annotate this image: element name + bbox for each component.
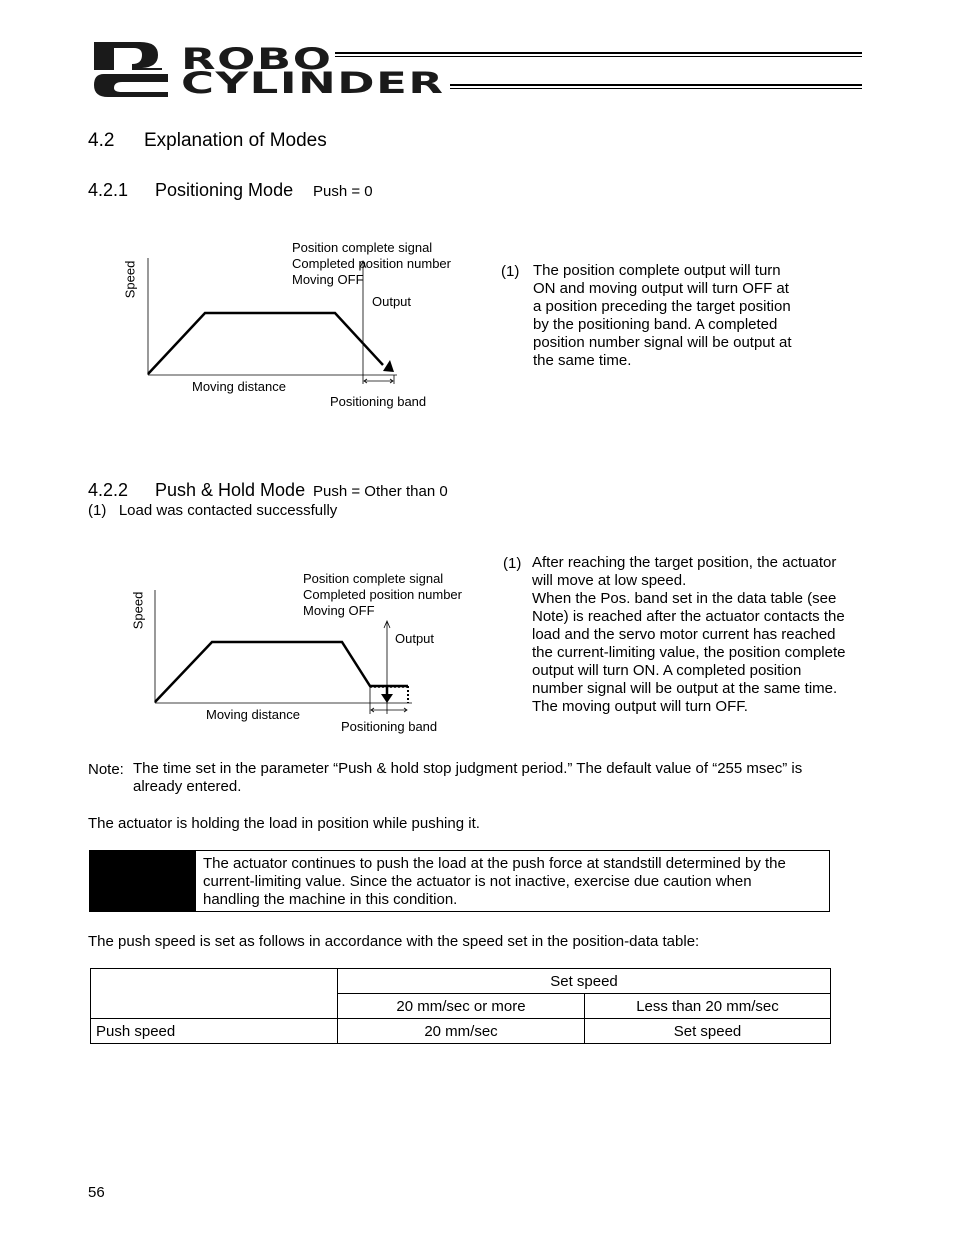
band-label: Positioning band bbox=[341, 719, 438, 734]
rc-logo-icon bbox=[92, 40, 172, 98]
speed-axis-label: Speed bbox=[122, 260, 138, 299]
explanation-line: The moving output will turn OFF. bbox=[532, 698, 748, 715]
speed-axis-label: Speed bbox=[130, 591, 146, 630]
explanation-num-2: (1) bbox=[503, 555, 522, 572]
output-label: Output bbox=[372, 294, 412, 309]
explanation-line: load and the servo motor current has reached bbox=[532, 626, 836, 643]
explanation-line: The position complete output will turn bbox=[533, 262, 781, 279]
signal-line-2: Completed position number bbox=[292, 256, 451, 271]
table-row bbox=[91, 1019, 831, 1044]
explanation-text-2 bbox=[532, 554, 846, 716]
note-line: already entered. bbox=[133, 778, 242, 795]
set-speed-header: Set speed bbox=[338, 969, 831, 994]
header-rule-bottom-2 bbox=[450, 88, 862, 89]
explanation-line: ON and moving output will turn OFF at bbox=[533, 280, 789, 297]
note-text bbox=[133, 760, 802, 796]
target-arrowhead bbox=[383, 360, 394, 372]
x-axis-label: Moving distance bbox=[192, 379, 286, 394]
note-label: Note: bbox=[88, 761, 124, 778]
subsection-number-422: 4.2.2 bbox=[88, 480, 129, 500]
signal-line-1: Position complete signal bbox=[292, 240, 433, 255]
section-number: 4.2 bbox=[88, 130, 115, 151]
logo bbox=[92, 40, 172, 98]
table-cell: Set speed bbox=[585, 1019, 831, 1044]
subsection-number-421: 4.2.1 bbox=[88, 180, 129, 200]
section-title: Explanation of Modes bbox=[144, 130, 327, 151]
push-note-422: Push = Other than 0 bbox=[313, 483, 448, 500]
table-row bbox=[91, 969, 831, 994]
explanation-line: will move at low speed. bbox=[532, 572, 687, 589]
column-header: 20 mm/sec or more bbox=[338, 994, 585, 1019]
explanation-line: the current-limiting value, the position complete bbox=[532, 644, 846, 661]
caution-label-block bbox=[90, 851, 196, 911]
signal-line-3: Moving OFF bbox=[292, 272, 364, 287]
push-hold-diagram bbox=[125, 570, 485, 740]
signal-line-2: Completed position number bbox=[303, 587, 462, 602]
explanation-line: Note) is reached after the actuator contacts the bbox=[532, 608, 845, 625]
subcase-label: (1) Load was contacted successfully bbox=[88, 502, 338, 519]
explanation-line: the same time. bbox=[533, 352, 632, 369]
explanation-line: output will turn ON. A completed position bbox=[532, 662, 802, 679]
output-label: Output bbox=[395, 631, 435, 646]
header-rule-bottom-1 bbox=[450, 84, 862, 86]
explanation-line: After reaching the target position, the actuator bbox=[532, 554, 837, 571]
table-cell: 20 mm/sec bbox=[338, 1019, 585, 1044]
header-rule-top-2 bbox=[335, 56, 862, 57]
positioning-diagram bbox=[120, 240, 480, 415]
push-speed-intro: The push speed is set as follows in accordance with the speed set in the position-data table: bbox=[88, 933, 700, 950]
row-label: Push speed bbox=[91, 1019, 338, 1044]
signal-line-3: Moving OFF bbox=[303, 603, 375, 618]
explanation-line: When the Pos. band set in the data table (see bbox=[532, 590, 837, 607]
caution-line: handling the machine in this condition. bbox=[203, 891, 458, 908]
caution-text bbox=[203, 855, 786, 909]
speed-profile bbox=[148, 313, 383, 374]
caution-line: The actuator continues to push the load at the push force at standstill determined by the bbox=[203, 855, 786, 872]
holding-text: The actuator is holding the load in position while pushing it. bbox=[88, 815, 480, 832]
contact-arrowhead bbox=[381, 694, 393, 703]
push-note-421: Push = 0 bbox=[313, 183, 373, 200]
explanation-line: position number signal will be output at bbox=[533, 334, 792, 351]
caution-box bbox=[89, 850, 830, 912]
explanation-line: by the positioning band. A completed bbox=[533, 316, 778, 333]
column-header: Less than 20 mm/sec bbox=[585, 994, 831, 1019]
subsection-title-422: Push & Hold Mode bbox=[155, 480, 306, 500]
explanation-line: number signal will be output at the same time. bbox=[532, 680, 838, 697]
caution-line: current-limiting value. Since the actuator is not inactive, exercise due caution when bbox=[203, 873, 752, 890]
band-label: Positioning band bbox=[330, 394, 427, 409]
signal-line-1: Position complete signal bbox=[303, 571, 444, 586]
header-rule-top-1 bbox=[335, 52, 862, 54]
page-number: 56 bbox=[88, 1184, 105, 1201]
logo-line2: CYLINDER bbox=[181, 66, 445, 100]
x-axis-label: Moving distance bbox=[206, 707, 300, 722]
logo-line1: ROBO bbox=[181, 42, 333, 76]
subsection-title-421: Positioning Mode bbox=[155, 180, 294, 200]
push-speed-table bbox=[90, 968, 831, 1044]
explanation-num-1: (1) bbox=[501, 263, 520, 280]
explanation-text-1 bbox=[533, 262, 792, 370]
explanation-line: a position preceding the target position bbox=[533, 298, 791, 315]
note-line: The time set in the parameter “Push & hold stop judgment period.” The default value of “255 msec” is bbox=[133, 760, 803, 777]
table-corner-cell bbox=[91, 969, 338, 1019]
